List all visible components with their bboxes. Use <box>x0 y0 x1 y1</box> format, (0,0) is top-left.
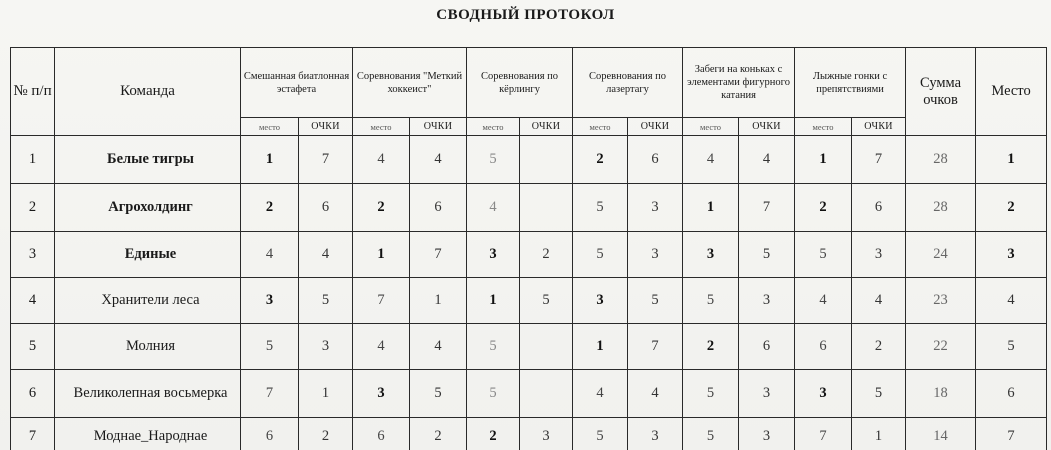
competition-points: 5 <box>520 278 573 324</box>
competition-place: 6 <box>241 418 299 450</box>
summary-table <box>10 47 1047 450</box>
row-number: 3 <box>11 232 55 278</box>
final-place: 6 <box>976 370 1047 418</box>
competition-place: 1 <box>683 184 739 232</box>
column-header-competition: Лыжные гонки с препятствиями <box>795 48 906 118</box>
competition-place: 5 <box>573 232 628 278</box>
header-row <box>11 48 1047 118</box>
table-row <box>11 324 1047 370</box>
team-name: Моднае_Народнае <box>55 418 241 450</box>
row-number: 2 <box>11 184 55 232</box>
competition-points: 6 <box>739 324 795 370</box>
competition-points: 3 <box>628 184 683 232</box>
competition-place: 5 <box>467 136 520 184</box>
document-title: СВОДНЫЙ ПРОТОКОЛ <box>436 7 615 23</box>
total-points: 14 <box>906 418 976 450</box>
subheader-points: ОЧКИ <box>628 118 683 136</box>
competition-points: 6 <box>628 136 683 184</box>
competition-points: 7 <box>299 136 353 184</box>
competition-points: 4 <box>299 232 353 278</box>
competition-points <box>520 324 573 370</box>
competition-place: 3 <box>467 232 520 278</box>
competition-place: 2 <box>353 184 410 232</box>
competition-points: 6 <box>410 184 467 232</box>
competition-points: 4 <box>852 278 906 324</box>
competition-place: 6 <box>353 418 410 450</box>
competition-points: 2 <box>299 418 353 450</box>
competition-points: 6 <box>852 184 906 232</box>
team-name: Агрохолдинг <box>55 184 241 232</box>
competition-points: 2 <box>852 324 906 370</box>
competition-place: 1 <box>795 136 852 184</box>
competition-place: 5 <box>467 370 520 418</box>
final-place: 2 <box>976 184 1047 232</box>
competition-place: 7 <box>241 370 299 418</box>
competition-points: 3 <box>852 232 906 278</box>
final-place: 4 <box>976 278 1047 324</box>
competition-place: 1 <box>241 136 299 184</box>
final-place: 5 <box>976 324 1047 370</box>
competition-points: 4 <box>410 136 467 184</box>
final-place: 1 <box>976 136 1047 184</box>
competition-points: 6 <box>299 184 353 232</box>
competition-points: 2 <box>410 418 467 450</box>
column-header-place: Место <box>976 48 1047 136</box>
column-header-sum: Сумма очков <box>906 48 976 136</box>
team-name: Единые <box>55 232 241 278</box>
table-row <box>11 232 1047 278</box>
competition-place: 2 <box>241 184 299 232</box>
competition-place: 3 <box>353 370 410 418</box>
subheader-points: ОЧКИ <box>739 118 795 136</box>
competition-points: 5 <box>852 370 906 418</box>
column-header-competition: Соревнования по лазертагу <box>573 48 683 118</box>
column-header-competition: Забеги на коньках с элементами фигурного катания <box>683 48 795 118</box>
competition-place: 1 <box>353 232 410 278</box>
team-name: Великолепная восьмерка <box>55 370 241 418</box>
competition-points: 5 <box>299 278 353 324</box>
table-row <box>11 278 1047 324</box>
team-name: Молния <box>55 324 241 370</box>
competition-place: 4 <box>683 136 739 184</box>
row-number: 4 <box>11 278 55 324</box>
subheader-place: место <box>795 118 852 136</box>
team-name: Хранители леса <box>55 278 241 324</box>
competition-points: 3 <box>628 418 683 450</box>
competition-place: 5 <box>573 184 628 232</box>
competition-place: 5 <box>467 324 520 370</box>
competition-points: 4 <box>628 370 683 418</box>
competition-points: 3 <box>628 232 683 278</box>
subheader-points: ОЧКИ <box>410 118 467 136</box>
team-name: Белые тигры <box>55 136 241 184</box>
total-points: 28 <box>906 136 976 184</box>
competition-place: 1 <box>573 324 628 370</box>
competition-points: 3 <box>520 418 573 450</box>
subheader-place: место <box>241 118 299 136</box>
competition-place: 4 <box>241 232 299 278</box>
competition-place: 5 <box>241 324 299 370</box>
competition-points: 4 <box>739 136 795 184</box>
competition-points: 5 <box>739 232 795 278</box>
subheader-place: место <box>353 118 410 136</box>
competition-points: 7 <box>739 184 795 232</box>
row-number: 7 <box>11 418 55 450</box>
competition-place: 7 <box>353 278 410 324</box>
row-number: 5 <box>11 324 55 370</box>
total-points: 24 <box>906 232 976 278</box>
competition-points: 3 <box>739 370 795 418</box>
competition-points <box>520 136 573 184</box>
column-header-competition: Соревнования по кёрлингу <box>467 48 573 118</box>
competition-points: 3 <box>739 418 795 450</box>
table-row <box>11 370 1047 418</box>
subheader-place: место <box>683 118 739 136</box>
total-points: 28 <box>906 184 976 232</box>
competition-place: 4 <box>353 324 410 370</box>
competition-place: 6 <box>795 324 852 370</box>
final-place: 3 <box>976 232 1047 278</box>
competition-points: 1 <box>299 370 353 418</box>
competition-points: 2 <box>520 232 573 278</box>
competition-place: 1 <box>467 278 520 324</box>
competition-place: 4 <box>353 136 410 184</box>
competition-points: 7 <box>410 232 467 278</box>
column-header-competition: Смешанная биатлонная эстафета <box>241 48 353 118</box>
competition-points: 3 <box>739 278 795 324</box>
competition-points: 3 <box>299 324 353 370</box>
competition-points: 7 <box>852 136 906 184</box>
competition-place: 5 <box>683 370 739 418</box>
subheader-points: ОЧКИ <box>852 118 906 136</box>
competition-points: 5 <box>628 278 683 324</box>
competition-points: 4 <box>410 324 467 370</box>
column-header-competition: Соревнования "Меткий хоккеист" <box>353 48 467 118</box>
table-body <box>11 136 1047 450</box>
total-points: 18 <box>906 370 976 418</box>
subheader-points: ОЧКИ <box>520 118 573 136</box>
table-row <box>11 184 1047 232</box>
competition-place: 2 <box>683 324 739 370</box>
competition-place: 3 <box>241 278 299 324</box>
final-place: 7 <box>976 418 1047 450</box>
competition-place: 2 <box>467 418 520 450</box>
total-points: 22 <box>906 324 976 370</box>
competition-points: 5 <box>410 370 467 418</box>
subheader-place: место <box>467 118 520 136</box>
table-row <box>11 136 1047 184</box>
row-number: 1 <box>11 136 55 184</box>
competition-place: 4 <box>795 278 852 324</box>
column-header-team: Команда <box>55 48 241 136</box>
total-points: 23 <box>906 278 976 324</box>
competition-place: 5 <box>683 278 739 324</box>
subheader-place: место <box>573 118 628 136</box>
competition-place: 4 <box>573 370 628 418</box>
competition-place: 5 <box>683 418 739 450</box>
competition-place: 7 <box>795 418 852 450</box>
competition-place: 2 <box>573 136 628 184</box>
competition-place: 3 <box>683 232 739 278</box>
competition-points: 1 <box>410 278 467 324</box>
competition-points <box>520 184 573 232</box>
column-header-number: № п/п <box>11 48 55 136</box>
competition-place: 5 <box>573 418 628 450</box>
competition-place: 3 <box>573 278 628 324</box>
competition-points: 7 <box>628 324 683 370</box>
competition-place: 2 <box>795 184 852 232</box>
subheader-points: ОЧКИ <box>299 118 353 136</box>
competition-place: 4 <box>467 184 520 232</box>
competition-points: 1 <box>852 418 906 450</box>
row-number: 6 <box>11 370 55 418</box>
competition-points <box>520 370 573 418</box>
table-row <box>11 418 1047 450</box>
competition-place: 3 <box>795 370 852 418</box>
competition-place: 5 <box>795 232 852 278</box>
